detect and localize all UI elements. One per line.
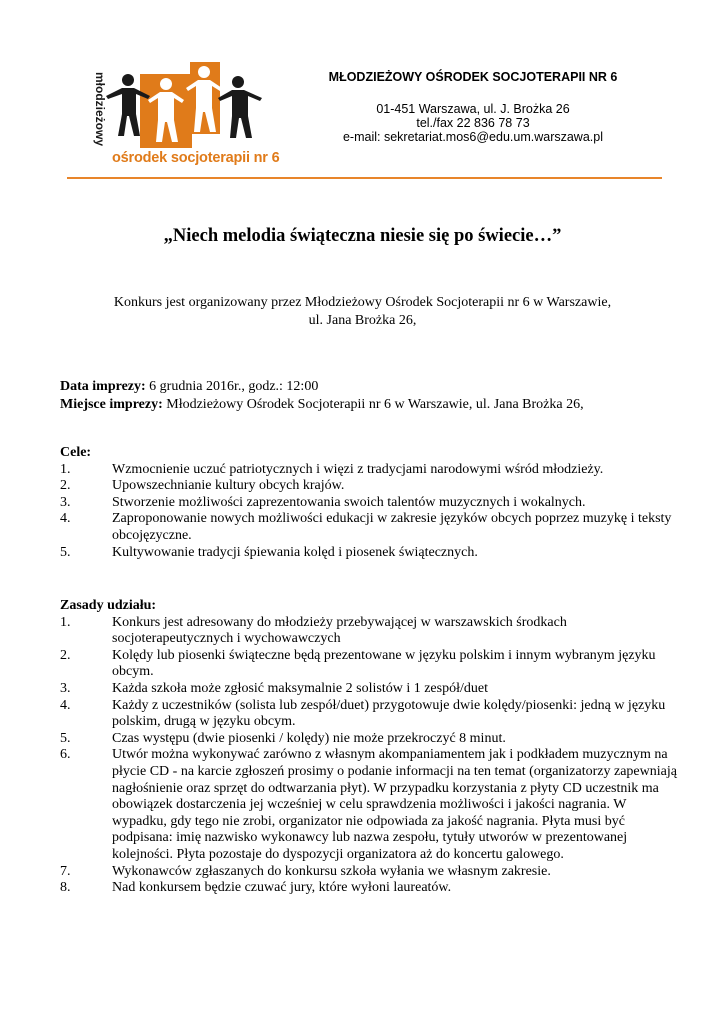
goal-item-text: Zaproponowanie nowych możliwości edukacji w zakresie języków obcych poprzez muzykę i teksty obcojęzyczne. — [112, 511, 672, 543]
intro-paragraph — [60, 294, 665, 330]
event-place-label: Miejsce imprezy: — [60, 397, 163, 412]
intro-line-1: Konkurs jest organizowany przez Młodzieżowy Ośrodek Socjoterapii nr 6 w Warszawie, — [113, 295, 612, 310]
rule-item-number: 1. — [60, 614, 71, 630]
goal-item-text: Wzmocnienie uczuć patriotycznych i więzi z tradycjami narodowymi wśród młodzieży. — [112, 461, 604, 477]
event-place — [60, 396, 680, 414]
svg-text:młodzieżowy: młodzieżowy — [93, 72, 107, 147]
goal-item — [60, 545, 680, 562]
rule-item — [60, 864, 680, 881]
logo — [92, 62, 280, 172]
organization-email: e-mail: sekretariat.mos6@edu.um.warszawa.pl — [342, 130, 603, 144]
rule-item-number: 8. — [60, 880, 71, 896]
rule-item — [60, 615, 680, 648]
rule-item-text: Konkurs jest adresowany do młodzieży przebywającej w warszawskich środkach socjoterapeutycznych i wychowawczych — [112, 614, 567, 647]
rules-heading: Zasady udziału: — [60, 598, 157, 613]
goal-item — [60, 511, 680, 544]
logo-figures-icon — [92, 62, 267, 152]
rule-item-number: 3. — [60, 680, 71, 696]
rules-section — [60, 598, 680, 897]
logo-vertical-text — [82, 70, 107, 150]
goals-list — [60, 462, 680, 562]
goal-item-number: 1. — [60, 461, 71, 477]
rule-item-number: 6. — [60, 747, 71, 763]
goal-item — [60, 495, 680, 512]
rule-item — [60, 648, 680, 681]
rule-item — [60, 747, 680, 863]
goal-item-number: 4. — [60, 511, 71, 527]
document-title: „Niech melodia świąteczna niesie się po świecie…” — [163, 226, 562, 246]
rule-item-text: Wykonawców zgłaszanych do konkursu szkoła wyłania we własnym zakresie. — [112, 863, 551, 879]
rule-item-text: Każdy z uczestników (solista lub zespół/duet) przygotowuje dwie kolędy/piosenki: jedną w języku polskim, drugą w języku obcym. — [112, 697, 666, 730]
rule-item-text: Czas występu (dwie piosenki / kolędy) nie może przekroczyć 8 minut. — [112, 730, 506, 746]
rules-list — [60, 615, 680, 897]
organization-address: 01-451 Warszawa, ul. J. Brożka 26 — [376, 102, 570, 116]
rule-item-number: 7. — [60, 863, 71, 879]
rule-item-number: 4. — [60, 697, 71, 713]
goal-item-number: 5. — [60, 544, 71, 560]
goal-item-text: Upowszechnianie kultury obcych krajów. — [112, 478, 345, 494]
event-place-value: Młodzieżowy Ośrodek Socjoterapii nr 6 w Warszawie, ul. Jana Brożka 26, — [162, 397, 584, 412]
goals-section — [60, 445, 680, 561]
rule-item-text: Każda szkoła może zgłosić maksymalnie 2 solistów i 1 zespół/duet — [112, 680, 488, 696]
rule-item — [60, 880, 680, 897]
logo-text: ośrodek socjoterapii nr 6 — [112, 150, 280, 166]
organization-info — [288, 70, 658, 144]
rule-item-text: Kolędy lub piosenki świąteczne będą prezentowane w języku polskim i innym wybranym języku obcym. — [112, 647, 656, 680]
rule-item-number: 5. — [60, 730, 71, 746]
event-date-value: 6 grudnia 2016r., godz.: 12:00 — [145, 379, 319, 394]
goals-heading: Cele: — [60, 445, 92, 460]
organization-telfax: tel./fax 22 836 78 73 — [416, 116, 530, 130]
goal-item — [60, 462, 680, 479]
intro-line-2: ul. Jana Brożka 26, — [308, 313, 417, 328]
rule-item — [60, 731, 680, 748]
organization-name: MŁODZIEŻOWY OŚRODEK SOCJOTERAPII NR 6 — [328, 70, 618, 84]
event-date-label: Data imprezy: — [60, 379, 146, 394]
rule-item — [60, 681, 680, 698]
goal-item-number: 3. — [60, 494, 71, 510]
rule-item — [60, 698, 680, 731]
goal-item — [60, 478, 680, 495]
goal-item-number: 2. — [60, 478, 71, 494]
event-details — [60, 378, 680, 414]
rule-item-number: 2. — [60, 647, 71, 663]
event-date — [60, 378, 680, 396]
goal-item-text: Kultywowanie tradycji śpiewania kolęd i piosenek świątecznych. — [112, 544, 478, 560]
rule-item-text: Nad konkursem będzie czuwać jury, które wyłoni laureatów. — [112, 880, 452, 896]
goal-item-text: Stworzenie możliwości zaprezentowania swoich talentów muzycznych i wokalnych. — [112, 494, 586, 510]
header-divider — [67, 177, 662, 179]
rule-item-text: Utwór można wykonywać zarówno z własnym akompaniamentem jak i podkładem muzycznym na płycie CD - na karcie zgłoszeń prosimy o podanie informacji na ten temat (organizatorzy zapewniają nagłośnienie oraz sprzęt do odtwarzania płyt). W przypadku korzystania z płyty CD uczestnik ma obowiązek dostarczenia jej wcześniej w celu sprawdzenia możliwości i jakości nagrania. W wypadku, gdy tego nie zrobi, organizator nie odpowiada za jakość nagrania. Płyta musi być podpisana: imię nazwisko wykonawcy lub nazwa zespołu, tytuły utworów w prezentowanej kolejności. Płyta pozostaje do dyspozycji organizatora aż do koncertu galowego. — [112, 747, 677, 862]
